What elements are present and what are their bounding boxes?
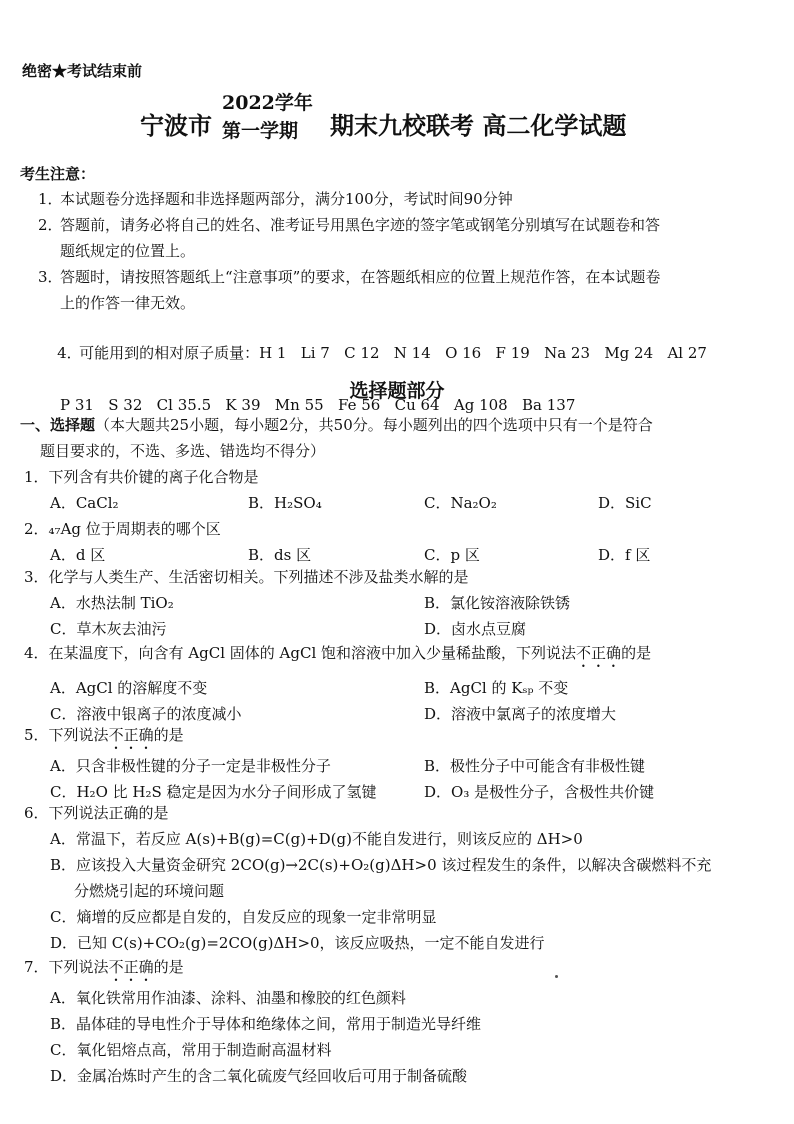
question-5 <box>24 722 784 805</box>
title-city: 宁波市 <box>140 111 212 140</box>
scan-speck <box>555 975 558 978</box>
question-stem: 下列说法 <box>48 726 109 744</box>
option-c: C．氧化铝熔点高，常用于制造耐高温材料 <box>50 1041 332 1059</box>
option-d: D．O₃ 是极性分子，含极性共价键 <box>424 783 655 801</box>
option-d: D．金属冶炼时产生的含二氧化硫废气经回收后可用于制备硫酸 <box>50 1067 468 1085</box>
question-stem: 下列含有共价键的离子化合物是 <box>48 468 259 486</box>
note-number: 1． <box>38 190 63 208</box>
exam-title <box>0 88 794 152</box>
question-number: 1． <box>24 468 49 486</box>
question-number: 3． <box>24 568 49 586</box>
option-b: B．晶体硅的导电性介于导体和绝缘体之间，常用于制造光导纤维 <box>50 1015 482 1033</box>
question-number: 6． <box>24 804 49 822</box>
option-b: B．应该投入大量资金研究 2CO(g)→2C(s)+O₂(g)ΔH>0 该过程发生的条件，以解决含碳燃料不充 <box>50 856 712 874</box>
title-rest: 期末九校联考 高二化学试题 <box>330 111 627 140</box>
option-d: D．f 区 <box>598 546 651 564</box>
question-6 <box>24 800 784 956</box>
option-c: C．H₂O 比 H₂S 稳定是因为水分子间形成了氢键 <box>50 783 377 801</box>
option-d: D．卤水点豆腐 <box>424 620 527 638</box>
question-3 <box>24 564 784 642</box>
question-1 <box>24 464 784 516</box>
question-number: 5． <box>24 726 49 744</box>
part1-head: 一、选择题 <box>20 416 96 434</box>
question-stem: 下列说法正确的是 <box>48 804 169 822</box>
part1-instructions <box>20 412 780 464</box>
note-text: 答题前，请务必将自己的姓名、准考证号用黑色字迹的签字笔或钢笔分别填写在试题卷和答 <box>60 216 661 234</box>
question-stem-end: 的是 <box>621 644 652 662</box>
part1-text-cont: 题目要求的，不选、多选、错选均不得分） <box>40 442 326 460</box>
option-b: B．氯化铵溶液除铁锈 <box>424 594 571 612</box>
note-number: 2． <box>38 216 63 234</box>
question-number: 7． <box>24 958 49 976</box>
emphasis-text: 不正确 <box>108 726 154 744</box>
option-c: C．p 区 <box>424 546 480 564</box>
note-text: 答题时，请按照答题纸上“注意事项”的要求，在答题纸相应的位置上规范作答，在本试题卷 <box>60 268 661 286</box>
option-b: B．ds 区 <box>248 546 312 564</box>
note-text: 可能用到的相对原子质量：H 1 Li 7 C 12 N 14 O 16 F 19 Na 23 Mg 24 Al 27 <box>79 344 707 362</box>
question-stem: 下列说法 <box>48 958 109 976</box>
option-c: C．Na₂O₂ <box>424 494 497 512</box>
question-stem: 在某温度下，向含有 AgCl 固体的 AgCl 饱和溶液中加入少量稀盐酸，下列说法 <box>48 644 577 662</box>
notes-heading: 考生注意： <box>20 165 96 183</box>
question-stem-end: 的是 <box>153 726 184 744</box>
emphasis-text: 不正确 <box>108 958 154 976</box>
title-year: 2022学年 <box>222 92 313 114</box>
option-a: A．只含非极性键的分子一定是非极性分子 <box>50 757 331 775</box>
option-b: B．H₂SO₄ <box>248 494 322 512</box>
option-c: C．溶液中银离子的浓度减小 <box>50 705 242 723</box>
question-stem-end: 的是 <box>153 958 184 976</box>
note-number: 4． <box>57 344 82 362</box>
note-text-cont: P 31 S 32 Cl 35.5 K 39 Mn 55 Fe 56 Cu 64 Ag 108 Ba 137 <box>60 396 576 414</box>
note-text-cont: 题纸规定的位置上。 <box>60 242 196 260</box>
option-b-cont: 分燃烧引起的环境问题 <box>74 882 225 900</box>
note-item <box>38 212 778 264</box>
question-number: 4． <box>24 644 49 662</box>
option-d: D．SiC <box>598 494 652 512</box>
part1-text: （本大题共25小题，每小题2分，共50分。每小题列出的四个选项中只有一个是符合 <box>95 416 653 434</box>
option-b: B．AgCl 的 Kₛₚ 不变 <box>424 679 569 697</box>
option-a: A．水热法制 TiO₂ <box>50 594 174 612</box>
option-d: D．溶液中氯离子的浓度增大 <box>424 705 617 723</box>
option-a: A．氧化铁常用作油漆、涂料、油墨和橡胶的红色颜料 <box>50 989 406 1007</box>
option-a: A．AgCl 的溶解度不变 <box>50 679 208 697</box>
option-c: C．熵增的反应都是自发的，自发反应的现象一定非常明显 <box>50 908 437 926</box>
question-7 <box>24 954 784 1089</box>
secret-label: 绝密★考试结束前 <box>22 62 143 80</box>
option-a: A．d 区 <box>50 546 106 564</box>
note-item <box>38 264 778 316</box>
emphasis-text: 不正确 <box>576 644 622 662</box>
title-semester: 第一学期 <box>222 120 299 142</box>
question-4 <box>24 640 784 727</box>
note-item <box>38 186 778 212</box>
section-title: 选择题部分 <box>349 380 445 402</box>
option-a: A．常温下，若反应 A(s)+B(g)=C(g)+D(g)不能自发进行，则该反应的 ΔH>0 <box>50 830 583 848</box>
question-2 <box>24 516 784 568</box>
note-text: 本试题卷分选择题和非选择题两部分，满分100分，考试时间90分钟 <box>60 190 513 208</box>
option-c: C．草木灰去油污 <box>50 620 167 638</box>
note-number: 3． <box>38 268 63 286</box>
note-text-cont: 上的作答一律无效。 <box>60 294 196 312</box>
question-number: 2． <box>24 520 49 538</box>
question-stem: 化学与人类生产、生活密切相关。下列描述不涉及盐类水解的是 <box>48 568 469 586</box>
option-b: B．极性分子中可能含有非极性键 <box>424 757 646 775</box>
option-a: A．CaCl₂ <box>50 494 119 512</box>
question-stem: ₄₇Ag 位于周期表的哪个区 <box>48 520 221 538</box>
option-d: D．已知 C(s)+CO₂(g)=2CO(g)ΔH>0，该反应吸热，一定不能自发进行 <box>50 934 545 952</box>
